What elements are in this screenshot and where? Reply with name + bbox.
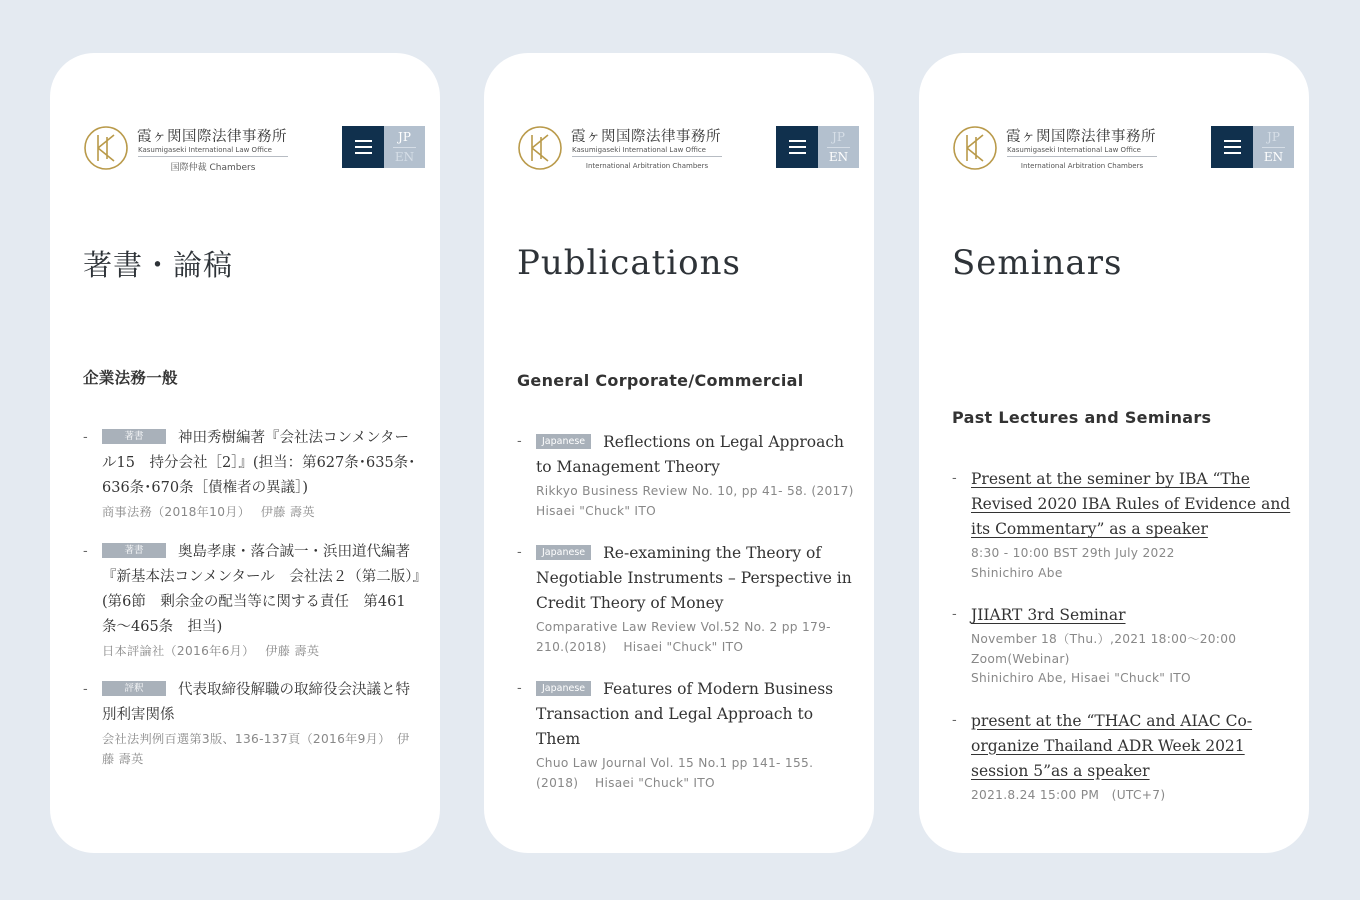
logo-mark-icon [517, 125, 563, 171]
logo-name-jp: 霞ヶ関国際法律事務所 [1006, 129, 1156, 145]
site-logo[interactable] [952, 125, 1162, 175]
list-dash: - [952, 607, 957, 622]
language-badge: Japanese [536, 681, 591, 696]
section-title: 企業法務一般 [83, 369, 178, 387]
seminar-link[interactable]: Present at the seminer by IBA “The Revised 2020 IBA Rules of Evidence and its Commentary” as a speaker [971, 470, 1291, 538]
language-switcher [1253, 126, 1294, 168]
logo-name-jp: 霞ヶ関国際法律事務所 [137, 129, 287, 145]
list-dash: - [517, 545, 522, 560]
lang-jp-link[interactable]: JP [832, 130, 845, 144]
lang-en-link[interactable]: EN [828, 150, 849, 164]
seminar-link[interactable]: JIIART 3rd Seminar [971, 606, 1126, 624]
list-item [83, 678, 422, 769]
menu-button[interactable] [776, 126, 818, 168]
menu-button[interactable] [342, 126, 384, 168]
lang-en-link[interactable]: EN [394, 150, 415, 164]
phone-card-jp-publications [50, 53, 440, 853]
meta-line: 日本評論社（2016年6月） 伊藤 壽英 [102, 643, 320, 658]
logo-name-en: Kasumigaseki International Law Office [1007, 146, 1141, 154]
logo-divider [138, 156, 288, 157]
category-badge: 評釈 [102, 681, 166, 696]
site-logo[interactable] [83, 125, 293, 175]
site-logo[interactable] [517, 125, 727, 175]
seminar-list [952, 467, 1291, 801]
item-title: 代表取締役解職の取締役会決議と特別利害関係 [102, 682, 410, 723]
logo-subtitle: International Arbitration Chambers [585, 162, 709, 170]
list-dash: - [83, 682, 88, 697]
lang-en-link[interactable]: EN [1263, 150, 1284, 164]
list-dash: - [83, 543, 88, 559]
section-title: Past Lectures and Seminars [952, 408, 1212, 427]
hamburger-icon [1224, 152, 1241, 154]
meta-line: 商事法務（2018年10月） 伊藤 壽英 [102, 505, 315, 519]
phone-card-en-seminars [919, 53, 1309, 853]
item-meta [536, 618, 856, 657]
lang-divider [827, 147, 850, 148]
publication-list [83, 426, 422, 786]
menu-button[interactable] [1211, 126, 1253, 168]
meta-line: Comparative Law Review Vol.52 No. 2 pp 179-210.(2018) Hisaei "Chuck" ITO [536, 620, 831, 654]
logo-divider [572, 156, 722, 157]
meta-line: 8:30 - 10:00 BST 29th July 2022 [971, 546, 1175, 560]
hamburger-icon [789, 152, 806, 154]
page-title: Seminars [952, 243, 1123, 283]
item-meta [102, 503, 422, 523]
language-badge: Japanese [536, 434, 591, 449]
hamburger-icon [355, 152, 372, 154]
section-title: General Corporate/Commercial [517, 371, 804, 390]
item-meta [971, 786, 1291, 802]
hamburger-icon [789, 146, 806, 148]
lang-divider [393, 147, 416, 148]
item-title: 奥島孝康・落合誠一・浜田道代編著『新基本法コンメンタール 会社法２（第二版）』(第6節 剰余金の配当等に関する責任 第461条〜465条 担当) [102, 543, 420, 635]
language-badge: Japanese [536, 545, 591, 560]
item-title: Reflections on Legal Approach to Management Theory [536, 433, 844, 476]
list-item [83, 540, 422, 662]
category-badge: 著書 [102, 543, 166, 558]
logo-name-jp: 霞ヶ関国際法律事務所 [571, 129, 721, 145]
list-dash: - [517, 681, 522, 696]
item-meta [102, 730, 422, 769]
list-item [952, 467, 1291, 583]
list-dash: - [83, 430, 88, 445]
category-badge: 著書 [102, 429, 166, 444]
lang-divider [1262, 147, 1285, 148]
meta-line: Zoom(Webinar) [971, 651, 1070, 666]
item-title: Re-examining the Theory of Negotiable Instruments – Perspective in Credit Theory of Money [536, 544, 852, 612]
lang-jp-link[interactable]: JP [1267, 130, 1280, 144]
phone-card-en-publications [484, 53, 874, 853]
publication-list [517, 430, 871, 813]
list-dash: - [952, 712, 957, 728]
item-meta [971, 630, 1291, 689]
logo-divider [1007, 156, 1157, 157]
item-meta [102, 642, 422, 662]
item-meta [536, 482, 871, 521]
hamburger-icon [1224, 146, 1241, 148]
item-title: 神田秀樹編著『会社法コンメンタール15 持分会社［2］』(担当：第627条･635条･636条･670条［債権者の異議］) [102, 430, 416, 496]
list-dash: - [517, 434, 522, 449]
meta-line: November 18（Thu.）,2021 18:00〜20:00 [971, 632, 1237, 646]
meta-line: Shinichiro Abe [971, 565, 1063, 580]
seminar-link[interactable]: present at the “THAC and AIAC Co-organize Thailand ADR Week 2021 session 5”as a speaker [971, 711, 1253, 780]
logo-mark-icon [83, 125, 129, 171]
item-title: Features of Modern Business Transaction and Legal Approach to Them [536, 680, 834, 748]
page-title: 著書・論稿 [83, 248, 234, 282]
page-title: Publications [517, 243, 741, 283]
hamburger-icon [1224, 140, 1241, 142]
hamburger-icon [355, 146, 372, 148]
list-item [952, 709, 1291, 802]
meta-line: 会社法判例百選第3版、136-137頁（2016年9月） 伊藤 壽英 [102, 732, 410, 766]
lang-jp-link[interactable]: JP [398, 130, 411, 144]
list-item [83, 426, 422, 523]
hamburger-icon [789, 140, 806, 142]
list-item [517, 541, 856, 657]
logo-subtitle: 国際仲裁 Chambers [170, 163, 256, 173]
item-meta [971, 544, 1291, 583]
list-item [517, 430, 871, 521]
logo-name-en: Kasumigaseki International Law Office [572, 146, 706, 154]
hamburger-icon [355, 140, 372, 142]
language-switcher [384, 126, 425, 168]
meta-line: Chuo Law Journal Vol. 15 No.1 pp 141- 155. (2018) Hisaei "Chuck" ITO [536, 756, 814, 790]
list-item [517, 677, 856, 793]
logo-name-en: Kasumigaseki International Law Office [138, 146, 272, 154]
logo-mark-icon [952, 125, 998, 171]
list-dash: - [952, 471, 957, 486]
list-item [952, 603, 1291, 689]
item-meta [536, 754, 856, 793]
meta-line: Rikkyo Business Review No. 10, pp 41- 58. (2017) Hisaei "Chuck" ITO [536, 484, 871, 518]
meta-line: 2021.8.24 15:00 PM (UTC+7) [971, 787, 1166, 801]
meta-line: Shinichiro Abe, Hisaei "Chuck" ITO [971, 671, 1191, 685]
language-switcher [818, 126, 859, 168]
logo-subtitle: International Arbitration Chambers [1020, 162, 1144, 170]
